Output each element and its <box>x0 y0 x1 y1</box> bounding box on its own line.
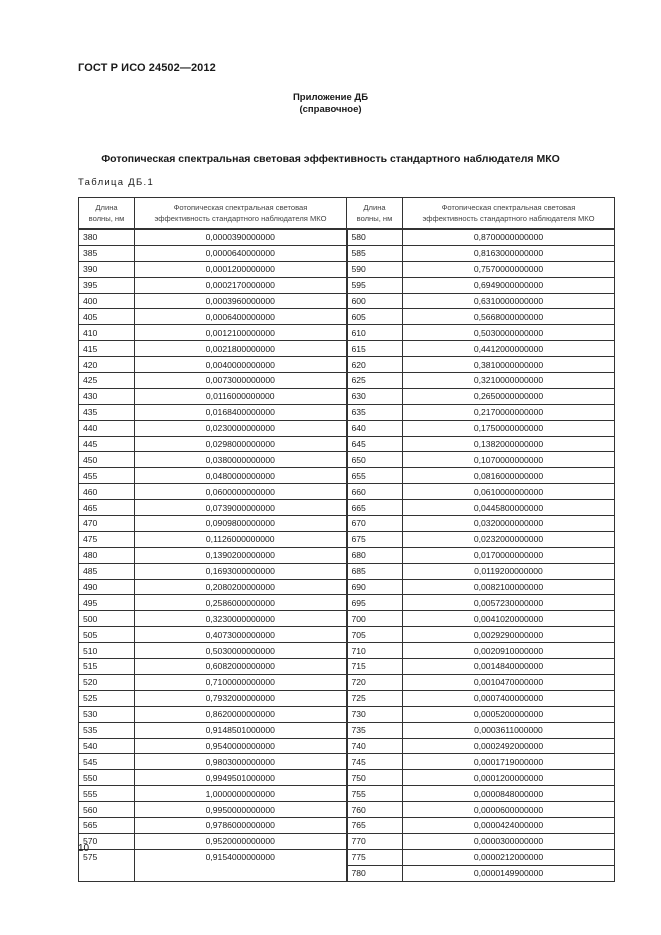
table-row <box>79 293 615 309</box>
wavelength-cell: 695 <box>347 595 403 611</box>
wavelength-cell: 725 <box>347 690 403 706</box>
table-body <box>79 229 615 881</box>
efficiency-cell: 0,4073000000000 <box>135 627 347 643</box>
wavelength-cell: 545 <box>79 754 135 770</box>
efficiency-cell: 0,2170000000000 <box>403 404 615 420</box>
table-row <box>79 802 615 818</box>
table-row <box>79 261 615 277</box>
wavelength-cell: 710 <box>347 643 403 659</box>
table-row <box>79 770 615 786</box>
wavelength-cell: 515 <box>79 659 135 675</box>
table-row <box>79 547 615 563</box>
wavelength-cell: 565 <box>79 817 135 833</box>
efficiency-cell: 0,9540000000000 <box>135 738 347 754</box>
efficiency-cell: 0,0000600000000 <box>403 802 615 818</box>
efficiency-cell: 0,0232000000000 <box>403 531 615 547</box>
table-header-row <box>79 198 615 230</box>
wavelength-cell: 585 <box>347 245 403 261</box>
efficiency-cell: 0,0020910000000 <box>403 643 615 659</box>
wavelength-cell: 420 <box>79 357 135 373</box>
efficiency-cell: 0,7570000000000 <box>403 261 615 277</box>
wavelength-cell: 605 <box>347 309 403 325</box>
efficiency-cell: 0,8700000000000 <box>403 229 615 245</box>
table-row <box>79 659 615 675</box>
annex-title: Приложение ДБ <box>292 92 369 103</box>
table-row <box>79 627 615 643</box>
wavelength-cell: 730 <box>347 706 403 722</box>
efficiency-cell: 0,0001719000000 <box>403 754 615 770</box>
table-row <box>79 833 615 849</box>
efficiency-cell: 0,2586000000000 <box>135 595 347 611</box>
wavelength-cell: 425 <box>79 373 135 389</box>
wavelength-cell: 485 <box>79 563 135 579</box>
efficiency-cell: 0,0119200000000 <box>403 563 615 579</box>
wavelength-cell: 445 <box>79 436 135 452</box>
wavelength-cell: 395 <box>79 277 135 293</box>
wavelength-cell: 655 <box>347 468 403 484</box>
efficiency-cell: 0,0298000000000 <box>135 436 347 452</box>
efficiency-cell: 0,0000300000000 <box>403 833 615 849</box>
table-row <box>79 849 615 865</box>
efficiency-cell: 0,9949501000000 <box>135 770 347 786</box>
efficiency-cell: 0,9520000000000 <box>135 833 347 849</box>
wavelength-cell: 670 <box>347 516 403 532</box>
wavelength-cell: 505 <box>79 627 135 643</box>
efficiency-cell: 0,4412000000000 <box>403 341 615 357</box>
efficiency-cell: 0,2650000000000 <box>403 388 615 404</box>
table-row <box>79 690 615 706</box>
wavelength-cell: 490 <box>79 579 135 595</box>
table-row <box>79 468 615 484</box>
table-row <box>79 786 615 802</box>
header-wavelength-left <box>79 198 135 230</box>
header-wavelength-right <box>347 198 403 230</box>
efficiency-cell: 0,6310000000000 <box>403 293 615 309</box>
document-code: ГОСТ Р ИСО 24502—2012 <box>78 62 216 74</box>
wavelength-cell: 705 <box>347 627 403 643</box>
wavelength-cell: 580 <box>347 229 403 245</box>
efficiency-cell: 0,2080200000000 <box>135 579 347 595</box>
luminous-efficiency-table <box>78 197 615 882</box>
efficiency-cell: 0,9154000000000 <box>135 849 347 865</box>
efficiency-cell: 0,0000640000000 <box>135 245 347 261</box>
table-row <box>79 325 615 341</box>
table-row <box>79 516 615 532</box>
efficiency-cell: 0,3810000000000 <box>403 357 615 373</box>
efficiency-cell: 0,7932000000000 <box>135 690 347 706</box>
wavelength-cell: 685 <box>347 563 403 579</box>
wavelength-cell: 380 <box>79 229 135 245</box>
efficiency-cell: 0,0000424000000 <box>403 817 615 833</box>
wavelength-cell: 535 <box>79 722 135 738</box>
wavelength-cell: 405 <box>79 309 135 325</box>
table-row <box>79 563 615 579</box>
efficiency-cell: 0,0739000000000 <box>135 500 347 516</box>
efficiency-cell: 0,5030000000000 <box>135 643 347 659</box>
efficiency-cell: 0,0010470000000 <box>403 674 615 690</box>
annex-heading <box>0 92 661 116</box>
efficiency-cell: 0,0445800000000 <box>403 500 615 516</box>
wavelength-cell: 630 <box>347 388 403 404</box>
wavelength-cell: 575 <box>79 849 135 865</box>
wavelength-cell: 455 <box>79 468 135 484</box>
efficiency-cell: 0,0610000000000 <box>403 484 615 500</box>
wavelength-cell: 775 <box>347 849 403 865</box>
table-row <box>79 865 615 881</box>
wavelength-cell: 460 <box>79 484 135 500</box>
wavelength-cell: 510 <box>79 643 135 659</box>
table-row <box>79 643 615 659</box>
table-label: Таблица ДБ.1 <box>78 177 155 188</box>
efficiency-cell: 0,5668000000000 <box>403 309 615 325</box>
table-row <box>79 738 615 754</box>
table-row <box>79 817 615 833</box>
table-row <box>79 484 615 500</box>
wavelength-cell: 620 <box>347 357 403 373</box>
efficiency-cell: 0,0002170000000 <box>135 277 347 293</box>
header-wavelength-line1: Длина <box>363 203 386 212</box>
wavelength-cell: 615 <box>347 341 403 357</box>
table-row <box>79 706 615 722</box>
wavelength-cell: 750 <box>347 770 403 786</box>
header-efficiency-line1: Фотопическая спектральная световая <box>173 203 308 212</box>
efficiency-cell: 0,0170000000000 <box>403 547 615 563</box>
section-title: Фотопическая спектральная световая эффективность стандартного наблюдателя МКО <box>101 153 560 165</box>
wavelength-cell: 520 <box>79 674 135 690</box>
wavelength-cell: 480 <box>79 547 135 563</box>
efficiency-cell: 0,1693000000000 <box>135 563 347 579</box>
table-row <box>79 754 615 770</box>
efficiency-cell: 0,0600000000000 <box>135 484 347 500</box>
table-row <box>79 500 615 516</box>
table-row <box>79 531 615 547</box>
table-row <box>79 245 615 261</box>
wavelength-cell: 635 <box>347 404 403 420</box>
efficiency-cell: 0,0002492000000 <box>403 738 615 754</box>
wavelength-cell: 720 <box>347 674 403 690</box>
efficiency-cell: 0,0029290000000 <box>403 627 615 643</box>
annex-type: (справочное) <box>299 104 362 115</box>
table-row <box>79 277 615 293</box>
wavelength-cell: 525 <box>79 690 135 706</box>
wavelength-cell: 675 <box>347 531 403 547</box>
wavelength-cell: 755 <box>347 786 403 802</box>
header-wavelength-line1: Длина <box>95 203 118 212</box>
wavelength-cell: 780 <box>347 865 403 881</box>
efficiency-cell: 0,0021800000000 <box>135 341 347 357</box>
efficiency-cell: 0,8163000000000 <box>403 245 615 261</box>
wavelength-cell: 650 <box>347 452 403 468</box>
wavelength-cell: 500 <box>79 611 135 627</box>
efficiency-cell: 0,0006400000000 <box>135 309 347 325</box>
wavelength-cell: 625 <box>347 373 403 389</box>
efficiency-cell: 0,5030000000000 <box>403 325 615 341</box>
wavelength-cell: 470 <box>79 516 135 532</box>
wavelength-cell: 540 <box>79 738 135 754</box>
header-wavelength-line2: волны, нм <box>356 214 393 223</box>
wavelength-cell: 740 <box>347 738 403 754</box>
wavelength-cell: 555 <box>79 786 135 802</box>
wavelength-cell: 415 <box>79 341 135 357</box>
efficiency-cell: 0,9950000000000 <box>135 802 347 818</box>
page-number: 10 <box>78 843 90 854</box>
wavelength-cell: 765 <box>347 817 403 833</box>
header-efficiency-line1: Фотопическая спектральная световая <box>441 203 576 212</box>
efficiency-cell: 0,0000390000000 <box>135 229 347 245</box>
wavelength-cell: 600 <box>347 293 403 309</box>
wavelength-cell: 715 <box>347 659 403 675</box>
wavelength-cell: 410 <box>79 325 135 341</box>
header-efficiency-line2: эффективность стандартного наблюдателя МКО <box>154 214 327 223</box>
efficiency-cell: 0,6949000000000 <box>403 277 615 293</box>
wavelength-cell: 700 <box>347 611 403 627</box>
efficiency-cell: 0,1750000000000 <box>403 420 615 436</box>
table-row <box>79 309 615 325</box>
efficiency-cell: 0,0057230000000 <box>403 595 615 611</box>
wavelength-cell: 440 <box>79 420 135 436</box>
efficiency-cell: 0,0073000000000 <box>135 373 347 389</box>
wavelength-cell: 465 <box>79 500 135 516</box>
header-efficiency-line2: эффективность стандартного наблюдателя МКО <box>422 214 595 223</box>
efficiency-cell: 0,0005200000000 <box>403 706 615 722</box>
wavelength-cell: 430 <box>79 388 135 404</box>
efficiency-cell: 0,1382000000000 <box>403 436 615 452</box>
efficiency-cell: 0,0480000000000 <box>135 468 347 484</box>
wavelength-cell: 640 <box>347 420 403 436</box>
efficiency-cell: 0,1390200000000 <box>135 547 347 563</box>
wavelength-cell: 595 <box>347 277 403 293</box>
efficiency-cell: 0,3230000000000 <box>135 611 347 627</box>
wavelength-cell: 475 <box>79 531 135 547</box>
efficiency-cell: 0,0041020000000 <box>403 611 615 627</box>
efficiency-cell: 0,9803000000000 <box>135 754 347 770</box>
efficiency-cell: 0,0816000000000 <box>403 468 615 484</box>
table-row <box>79 388 615 404</box>
efficiency-cell: 0,1070000000000 <box>403 452 615 468</box>
wavelength-cell: 530 <box>79 706 135 722</box>
wavelength-cell: 770 <box>347 833 403 849</box>
table-row <box>79 341 615 357</box>
table-row <box>79 420 615 436</box>
header-efficiency-right <box>403 198 615 230</box>
wavelength-cell: 610 <box>347 325 403 341</box>
wavelength-cell: 690 <box>347 579 403 595</box>
efficiency-cell: 0,0000149900000 <box>403 865 615 881</box>
wavelength-cell: 390 <box>79 261 135 277</box>
wavelength-cell: 735 <box>347 722 403 738</box>
efficiency-cell: 0,0003611000000 <box>403 722 615 738</box>
wavelength-cell: 560 <box>79 802 135 818</box>
efficiency-cell: 0,3210000000000 <box>403 373 615 389</box>
efficiency-cell: 0,0230000000000 <box>135 420 347 436</box>
header-efficiency-left <box>135 198 347 230</box>
efficiency-cell: 1,0000000000000 <box>135 786 347 802</box>
empty-cell <box>79 865 135 881</box>
table-row <box>79 579 615 595</box>
wavelength-cell: 590 <box>347 261 403 277</box>
efficiency-cell: 0,0001200000000 <box>135 261 347 277</box>
table-row <box>79 373 615 389</box>
wavelength-cell: 450 <box>79 452 135 468</box>
efficiency-cell: 0,0909800000000 <box>135 516 347 532</box>
efficiency-cell: 0,0320000000000 <box>403 516 615 532</box>
wavelength-cell: 495 <box>79 595 135 611</box>
table-row <box>79 611 615 627</box>
wavelength-cell: 550 <box>79 770 135 786</box>
efficiency-cell: 0,7100000000000 <box>135 674 347 690</box>
wavelength-cell: 385 <box>79 245 135 261</box>
efficiency-cell: 0,0014840000000 <box>403 659 615 675</box>
table-row <box>79 404 615 420</box>
table-row <box>79 674 615 690</box>
efficiency-cell: 0,8620000000000 <box>135 706 347 722</box>
efficiency-cell: 0,0380000000000 <box>135 452 347 468</box>
efficiency-cell: 0,0003960000000 <box>135 293 347 309</box>
table-row <box>79 229 615 245</box>
table-row <box>79 436 615 452</box>
table-row <box>79 357 615 373</box>
efficiency-cell: 0,0040000000000 <box>135 357 347 373</box>
wavelength-cell: 680 <box>347 547 403 563</box>
table-row <box>79 452 615 468</box>
table-row <box>79 595 615 611</box>
wavelength-cell: 645 <box>347 436 403 452</box>
wavelength-cell: 665 <box>347 500 403 516</box>
wavelength-cell: 570 <box>79 833 135 849</box>
header-wavelength-line2: волны, нм <box>88 214 125 223</box>
wavelength-cell: 760 <box>347 802 403 818</box>
efficiency-cell: 0,0012100000000 <box>135 325 347 341</box>
wavelength-cell: 400 <box>79 293 135 309</box>
efficiency-cell: 0,0168400000000 <box>135 404 347 420</box>
empty-cell <box>135 865 347 881</box>
efficiency-cell: 0,9786000000000 <box>135 817 347 833</box>
wavelength-cell: 660 <box>347 484 403 500</box>
table-row <box>79 722 615 738</box>
efficiency-cell: 0,9148501000000 <box>135 722 347 738</box>
efficiency-cell: 0,0007400000000 <box>403 690 615 706</box>
efficiency-cell: 0,6082000000000 <box>135 659 347 675</box>
efficiency-cell: 0,0082100000000 <box>403 579 615 595</box>
efficiency-cell: 0,0000848000000 <box>403 786 615 802</box>
wavelength-cell: 745 <box>347 754 403 770</box>
efficiency-cell: 0,0001200000000 <box>403 770 615 786</box>
efficiency-cell: 0,0116000000000 <box>135 388 347 404</box>
efficiency-cell: 0,1126000000000 <box>135 531 347 547</box>
efficiency-cell: 0,0000212000000 <box>403 849 615 865</box>
wavelength-cell: 435 <box>79 404 135 420</box>
